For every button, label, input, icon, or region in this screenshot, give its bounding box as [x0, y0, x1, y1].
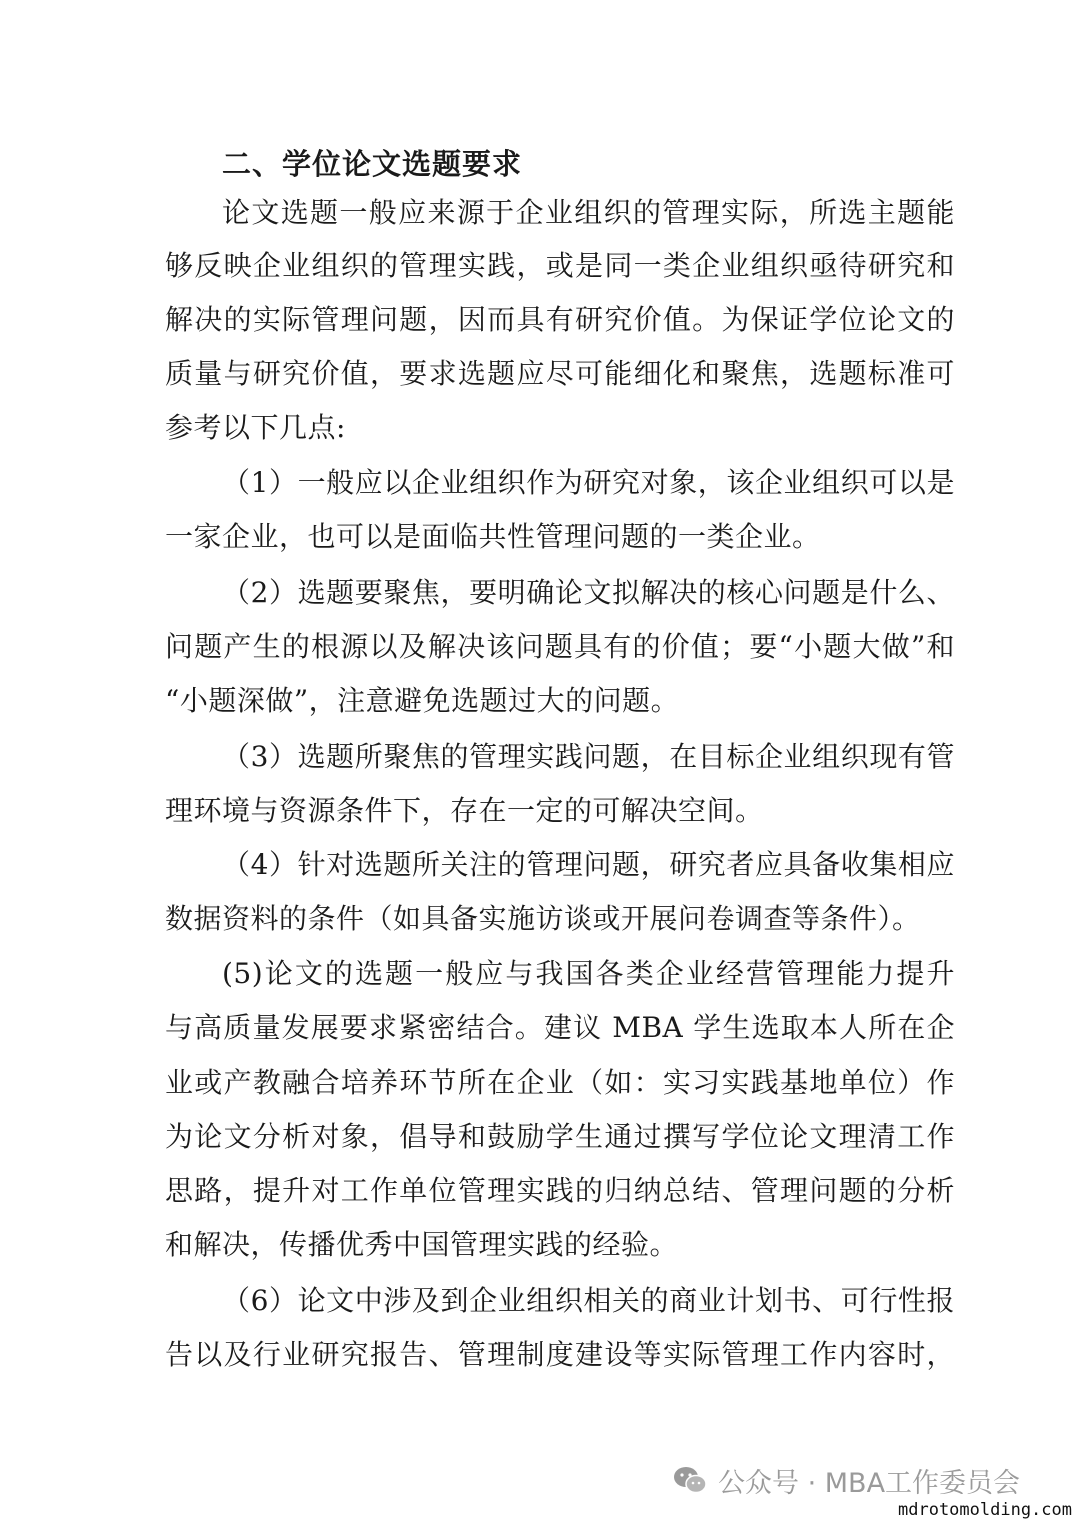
site-url: mdrotomolding.com	[898, 1500, 1072, 1520]
paragraph-line: 思路，提升对工作单位管理实践的归纳总结、管理问题的分析	[165, 1174, 955, 1207]
paragraph-line: 参考以下几点:	[165, 411, 346, 444]
paragraph-line: 为论文分析对象，倡导和鼓励学生通过撰写学位论文理清工作	[165, 1120, 955, 1153]
paragraph-line: 和解决，传播优秀中国管理实践的经验。	[165, 1228, 679, 1261]
paragraph-line: 够反映企业组织的管理实践，或是同一类企业组织亟待研究和	[165, 249, 955, 282]
paragraph-line: 数据资料的条件（如具备实施访谈或开展问卷调查等条件）。	[165, 902, 921, 935]
section-heading: 二、学位论文选题要求	[222, 147, 523, 181]
paragraph-line: 解决的实际管理问题，因而具有研究价值。为保证学位论文的	[165, 303, 955, 336]
paragraph-line: 质量与研究价值，要求选题应尽可能细化和聚焦，选题标准可	[165, 357, 955, 390]
paragraph-line: 问题产生的根源以及解决该问题具有的价值；要“小题大做”和	[165, 630, 955, 663]
paragraph-line: （6）论文中涉及到企业组织相关的商业计划书、可行性报	[222, 1284, 955, 1317]
watermark-text: 公众号 · MBA工作委员会	[718, 1467, 1021, 1499]
paragraph-line: （3）选题所聚焦的管理实践问题，在目标企业组织现有管	[222, 740, 955, 773]
wechat-watermark	[672, 1458, 1020, 1502]
wechat-icon	[672, 1465, 708, 1495]
paragraph-line: （4）针对选题所关注的管理问题，研究者应具备收集相应	[222, 848, 955, 881]
paragraph-line: 理环境与资源条件下，存在一定的可解决空间。	[165, 794, 764, 827]
paragraph-line: 一家企业，也可以是面临共性管理问题的一类企业。	[165, 520, 821, 553]
paragraph-line: (5)论文的选题一般应与我国各类企业经营管理能力提升	[222, 957, 955, 990]
paragraph-line: （2）选题要聚焦，要明确论文拟解决的核心问题是什么、	[222, 576, 955, 609]
paragraph-line: 论文选题一般应来源于企业组织的管理实际，所选主题能	[222, 196, 955, 229]
paragraph-line: 与高质量发展要求紧密结合。建议 MBA 学生选取本人所在企	[165, 1011, 955, 1044]
paragraph-line: 告以及行业研究报告、管理制度建设等实际管理工作内容时，	[165, 1338, 955, 1371]
paragraph-line: （1）一般应以企业组织作为研究对象，该企业组织可以是	[222, 466, 955, 499]
paragraph-line: 业或产教融合培养环节所在企业（如：实习实践基地单位）作	[165, 1066, 955, 1099]
paragraph-line: “小题深做”，注意避免选题过大的问题。	[165, 684, 680, 717]
